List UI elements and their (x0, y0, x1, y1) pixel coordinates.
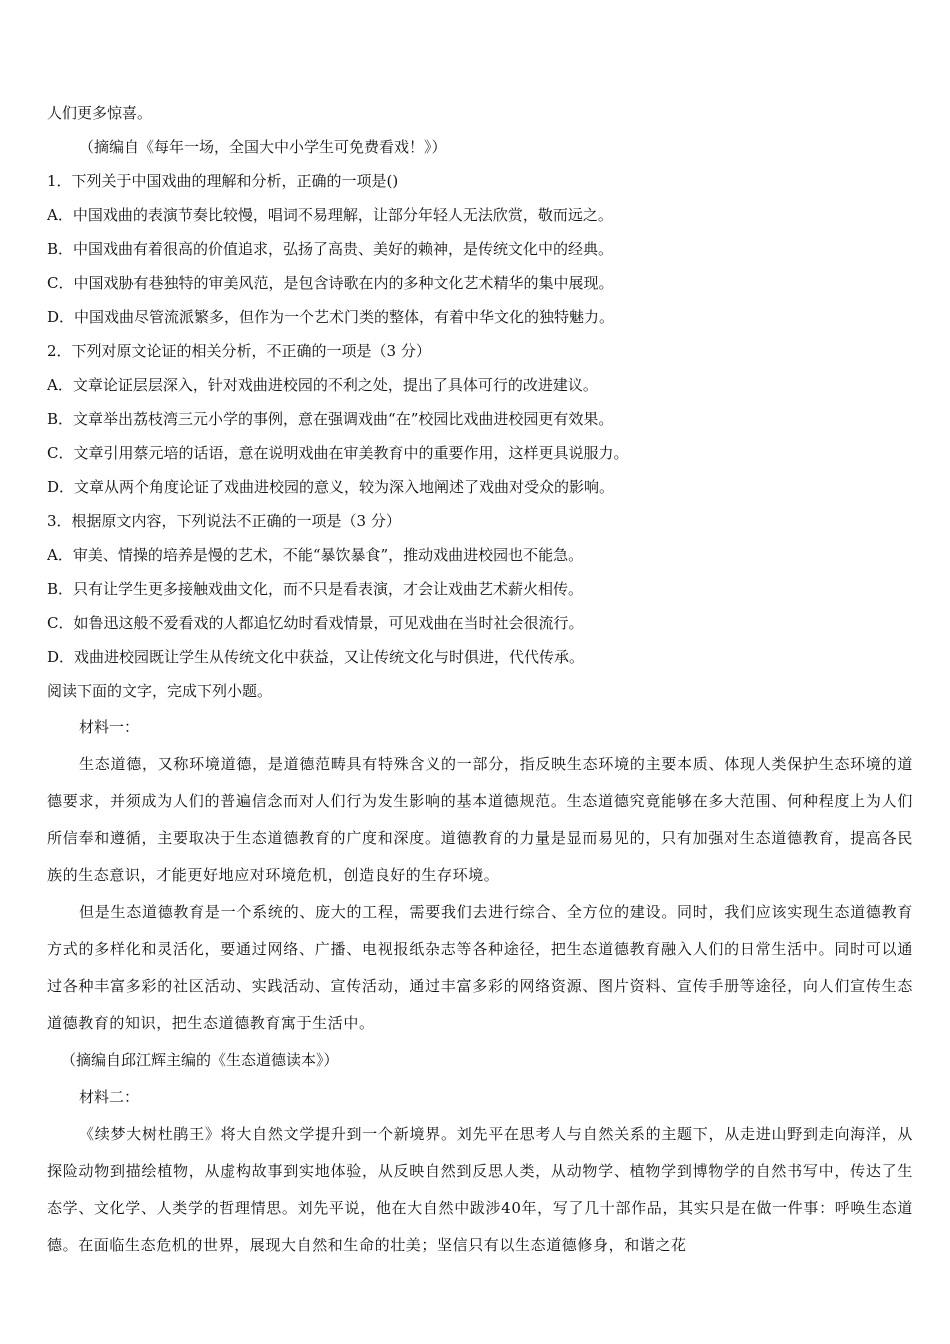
reading-instruction: 阅读下面的文字，完成下列小题。 (47, 682, 273, 700)
option-b: B．中国戏曲有着很高的价值追求，弘扬了高贵、美好的赖神，是传统文化中的经典。 (47, 240, 614, 258)
option-c: C．如鲁迅这般不爱看戏的人都追忆幼时看戏情景，可见戏曲在当时社会很流行。 (47, 614, 584, 632)
question-stem: 3．根据原文内容，下列说法不正确的一项是（3 分） (47, 512, 401, 530)
intro-source: （摘编自《每年一场，全国大中小学生可免费看戏！》） (79, 138, 447, 156)
option-c: C．文章引用蔡元培的话语，意在说明戏曲在审美教育中的重要作用，这样更具说服力。 (47, 444, 629, 462)
question-1 (47, 164, 913, 334)
question-stem: 1．下列关于中国戏曲的理解和分析，正确的一项是() (47, 172, 399, 190)
option-d: D．中国戏曲尽管流派繁多，但作为一个艺术门类的整体，有着中华文化的独特魅力。 (47, 308, 615, 326)
document-page (47, 96, 913, 1264)
option-c: C．中国戏胁有巷独特的审美风范，是包含诗歌在内的多种文化艺术精华的集中展现。 (47, 274, 614, 292)
option-d: D．文章从两个角度论证了戏曲进校园的意义，较为深入地阐述了戏曲对受众的影响。 (47, 478, 615, 496)
option-b: B．文章举出荔枝湾三元小学的事例，意在强调戏曲“在”校园比戏曲进校园更有效果。 (47, 410, 614, 428)
intro-continuation: 人们更多惊喜。 (47, 104, 153, 122)
question-stem: 2．下列对原文论证的相关分析，不正确的一项是（3 分） (47, 342, 431, 360)
material-2 (47, 1078, 913, 1264)
question-2 (47, 334, 913, 504)
material-1-paragraph-2: 但是生态道德教育是一个系统的、庞大的工程，需要我们去进行综合、全方位的建设。同时，我们应该实现生态道德教育方式的多样化和灵活化，要通过网络、广播、电视报纸杂志等各种途径，把生态道德教育融入人们的日常生活中。同时可以通过各种丰富多彩的社区活动、实践活动、宣传活动，通过丰富多彩的网络资源、图片资料、宣传手册等途径，向人们宣传生态道德教育的知识，把生态道德教育寓于生活中。 (47, 903, 913, 1032)
material-1-source: （摘编自邱江辉主编的《生态道德读本》） (61, 1051, 339, 1069)
material-1-paragraph-1: 生态道德，又称环境道德，是道德范畴具有特殊含义的一部分，指反映生态环境的主要本质、体现人类保护生态环境的道德要求，并须成为人们的普遍信念而对人们行为发生影响的基本道德规范。生态道德究竟能够在多大范围、何种程度上为人们所信奉和遵循，主要取决于生态道德教育的广度和深度。道德教育的力量是显而易见的，只有加强对生态道德教育，提高各民族的生态意识，才能更好地应对环境危机，创造良好的生存环境。 (47, 755, 913, 884)
material-1 (47, 708, 913, 1078)
option-a: A．文章论证层层深入，针对戏曲进校园的不利之处，提出了具体可行的改进建议。 (47, 376, 598, 394)
material-1-label: 材料一： (79, 718, 140, 736)
option-a: A．中国戏曲的表演节奏比较慢，唱词不易理解，让部分年轻人无法欣赏，敬而远之。 (47, 206, 613, 224)
option-b: B．只有让学生更多接触戏曲文化，而不只是看表演，才会让戏曲艺术薪火相传。 (47, 580, 584, 598)
material-2-paragraph-1: 《续梦大树杜鹃王》将大自然文学提升到一个新境界。刘先平在思考人与自然关系的主题下，从走进山野到走向海洋，从探险动物到描绘植物，从虚构故事到实地体验，从反映自然到反思人类，从动物学、植物学到博物学的自然书写中，传达了生态学、文化学、人类学的哲理情思。刘先平说，他在大自然中跋涉40年，写了几十部作品，其实只是在做一件事：呼唤生态道德。在面临生态危机的世界，展现大自然和生命的壮美；坚信只有以生态道德修身，和谐之花 (47, 1125, 913, 1254)
material-2-label: 材料二： (79, 1088, 140, 1106)
option-a: A．审美、情操的培养是慢的艺术，不能“暴饮暴食”，推动戏曲进校园也不能急。 (47, 546, 584, 564)
option-d: D．戏曲进校园既让学生从传统文化中获益，又让传统文化与时俱进，代代传承。 (47, 648, 585, 666)
question-3 (47, 504, 913, 674)
